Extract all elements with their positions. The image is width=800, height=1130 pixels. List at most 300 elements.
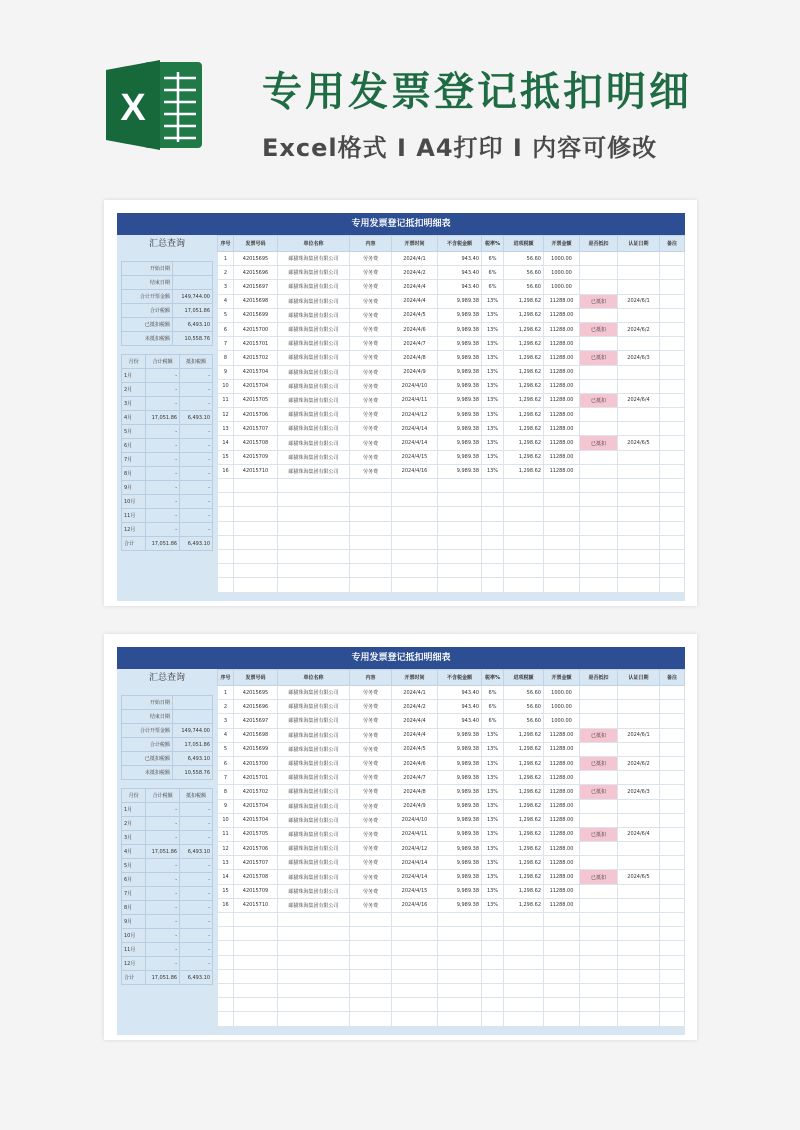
table-cell: 2024/4/14 [392,870,438,884]
table-cell: 42015704 [234,379,278,393]
empty-cell [482,564,504,578]
table-cell [580,898,618,912]
table-cell [618,700,660,714]
summary-value: 17,051.86 [172,738,212,752]
table-cell: 邮猫珠海集团有限公司 [278,422,350,436]
empty-cell [660,941,685,955]
empty-cell [438,479,482,493]
table-cell: 劳务费 [350,464,392,478]
empty-cell [482,549,504,563]
table-cell: 劳务费 [350,714,392,728]
empty-cell [618,578,660,592]
month-tax: - [146,803,180,817]
empty-cell [234,983,278,997]
table-cell: 邮猫珠海集团有限公司 [278,337,350,351]
table-cell: 42015702 [234,785,278,799]
column-header: 开票时间 [392,236,438,252]
table-row [218,337,685,351]
empty-row [218,507,685,521]
table-cell [660,714,685,728]
table-cell: 劳务费 [350,898,392,912]
table-cell: 1 [218,686,234,700]
table-cell: 42015707 [234,856,278,870]
month-tax: 17,051.86 [146,537,180,551]
empty-cell [392,913,438,927]
table-cell [618,422,660,436]
month-deducted: - [180,369,213,383]
sheet-footer [117,1027,685,1035]
empty-cell [350,913,392,927]
table-cell: 邮猫珠海集团有限公司 [278,351,350,365]
table-cell: 42015700 [234,322,278,336]
table-row [218,280,685,294]
empty-cell [580,535,618,549]
table-cell: 6% [482,714,504,728]
table-cell: 2024/4/8 [392,351,438,365]
empty-cell [278,941,350,955]
empty-cell [544,479,580,493]
empty-cell [660,955,685,969]
table-row [218,785,685,799]
month-deducted: - [180,439,213,453]
table-cell: 11288.00 [544,308,580,322]
table-cell [660,756,685,770]
sheet-preview [104,634,697,1040]
table-cell: 11288.00 [544,884,580,898]
empty-cell [618,969,660,983]
table-row [218,742,685,756]
table-cell: 2024/4/7 [392,337,438,351]
table-cell: 6 [218,322,234,336]
month-table [121,788,213,985]
table-cell: 2024/6/4 [618,393,660,407]
table-cell: 42015701 [234,771,278,785]
month-row [122,369,213,383]
table-cell: 9,989.38 [438,422,482,436]
empty-cell [504,535,544,549]
month-row [122,523,213,537]
table-cell: 13% [482,393,504,407]
month-deducted: - [180,509,213,523]
empty-cell [392,983,438,997]
month-name: 7月 [122,453,146,467]
empty-cell [544,941,580,955]
month-name: 8月 [122,467,146,481]
table-row [218,756,685,770]
table-cell: 2024/6/1 [618,294,660,308]
table-cell [618,714,660,728]
column-header: 备注 [660,670,685,686]
month-tax: - [146,509,180,523]
empty-cell [544,578,580,592]
column-header: 序号 [218,670,234,686]
table-cell: 2024/6/4 [618,827,660,841]
table-cell: 已抵扣 [580,393,618,407]
table-cell: 42015697 [234,280,278,294]
empty-row [218,549,685,563]
column-header: 内容 [350,236,392,252]
empty-cell [278,955,350,969]
empty-cell [660,969,685,983]
table-cell: 1,298.62 [504,813,544,827]
empty-row [218,955,685,969]
month-name: 4月 [122,411,146,425]
summary-panel [117,669,217,1027]
table-cell [580,252,618,266]
summary-value: 6,493.10 [172,752,212,766]
table-cell: 1,298.62 [504,728,544,742]
table-cell: 13% [482,898,504,912]
table-cell: 42015704 [234,799,278,813]
summary-row [122,262,213,276]
month-tax: 17,051.86 [146,845,180,859]
month-row [122,509,213,523]
empty-cell [618,535,660,549]
table-cell [618,742,660,756]
table-cell [660,700,685,714]
month-deducted: - [180,523,213,537]
table-cell: 42015700 [234,756,278,770]
month-deducted: - [180,817,213,831]
table-row [218,379,685,393]
summary-heading: 汇总查询 [148,239,185,249]
table-cell [618,856,660,870]
table-cell: 11288.00 [544,728,580,742]
empty-row [218,479,685,493]
table-cell: 劳务费 [350,351,392,365]
table-cell: 邮猫珠海集团有限公司 [278,464,350,478]
empty-cell [438,549,482,563]
empty-cell [660,913,685,927]
table-cell: 2024/4/5 [392,308,438,322]
table-cell: 4 [218,294,234,308]
invoice-table [217,669,685,1027]
month-tax: - [146,369,180,383]
table-cell: 已抵扣 [580,728,618,742]
column-header: 是否抵扣 [580,236,618,252]
month-tax: 17,051.86 [146,971,180,985]
table-cell: 9,989.38 [438,322,482,336]
table-cell: 13% [482,464,504,478]
spacer [121,780,213,788]
month-tax: - [146,523,180,537]
table-cell: 42015705 [234,827,278,841]
empty-cell [392,564,438,578]
summary-value [172,696,212,710]
empty-cell [504,927,544,941]
empty-cell [392,549,438,563]
empty-cell [218,969,234,983]
month-name: 2月 [122,383,146,397]
empty-cell [660,998,685,1012]
empty-cell [438,998,482,1012]
empty-cell [234,535,278,549]
month-deducted: - [180,495,213,509]
table-cell: 42015698 [234,294,278,308]
table-row [218,799,685,813]
table-cell: 42015699 [234,308,278,322]
table-cell: 9,989.38 [438,771,482,785]
empty-cell [482,983,504,997]
table-cell: 1,298.62 [504,898,544,912]
table-cell: 13% [482,351,504,365]
empty-row [218,998,685,1012]
table-cell: 13% [482,785,504,799]
empty-cell [504,578,544,592]
table-cell: 劳务费 [350,337,392,351]
month-tax: - [146,481,180,495]
table-cell [580,700,618,714]
table-cell: 邮猫珠海集团有限公司 [278,308,350,322]
table-cell [660,393,685,407]
empty-cell [660,564,685,578]
table-cell: 劳务费 [350,842,392,856]
empty-cell [544,927,580,941]
empty-cell [482,927,504,941]
table-cell: 2024/4/10 [392,379,438,393]
empty-cell [438,564,482,578]
sheet-body [117,235,685,593]
table-cell: 邮猫珠海集团有限公司 [278,700,350,714]
table-cell [580,379,618,393]
summary-label: 合计开票金额 [122,724,173,738]
table-cell: 1,298.62 [504,351,544,365]
table-cell: 11288.00 [544,365,580,379]
table-cell: 邮猫珠海集团有限公司 [278,436,350,450]
empty-cell [278,493,350,507]
table-cell: 邮猫珠海集团有限公司 [278,714,350,728]
table-row [218,700,685,714]
month-deducted: - [180,943,213,957]
table-cell: 邮猫珠海集团有限公司 [278,728,350,742]
empty-cell [218,521,234,535]
table-cell: 邮猫珠海集团有限公司 [278,870,350,884]
empty-cell [234,578,278,592]
table-cell: 2024/4/10 [392,813,438,827]
table-row [218,450,685,464]
table-cell: 9,989.38 [438,756,482,770]
table-cell: 9,989.38 [438,450,482,464]
table-row [218,436,685,450]
empty-cell [392,493,438,507]
table-row [218,884,685,898]
table-cell: 42015709 [234,884,278,898]
table-cell: 劳务费 [350,686,392,700]
empty-cell [234,955,278,969]
empty-row [218,521,685,535]
month-row [122,873,213,887]
table-cell: 2024/4/6 [392,756,438,770]
empty-cell [438,578,482,592]
table-cell: 2024/4/12 [392,408,438,422]
table-cell: 11288.00 [544,898,580,912]
summary-table [121,261,213,346]
table-cell [618,771,660,785]
summary-label: 结束日期 [122,710,173,724]
month-tax: - [146,873,180,887]
table-cell: 12 [218,408,234,422]
table-cell: 6% [482,700,504,714]
empty-cell [218,983,234,997]
empty-cell [234,969,278,983]
empty-cell [234,1012,278,1026]
month-row [122,929,213,943]
table-cell: 42015696 [234,266,278,280]
table-cell: 42015698 [234,728,278,742]
month-header-cell: 月份 [122,789,146,803]
table-cell: 1000.00 [544,714,580,728]
empty-cell [660,1012,685,1026]
table-cell: 2024/4/9 [392,799,438,813]
empty-row [218,1012,685,1026]
table-cell: 8 [218,785,234,799]
table-cell: 劳务费 [350,813,392,827]
table-cell: 劳务费 [350,308,392,322]
table-cell: 1,298.62 [504,799,544,813]
month-row [122,481,213,495]
table-cell: 943.40 [438,280,482,294]
empty-cell [350,507,392,521]
table-cell: 1,298.62 [504,365,544,379]
summary-label: 已抵扣税额 [122,752,173,766]
summary-row [122,696,213,710]
empty-cell [392,479,438,493]
empty-cell [218,913,234,927]
table-cell: 13% [482,799,504,813]
table-cell [660,856,685,870]
summary-row [122,290,213,304]
table-cell [660,266,685,280]
table-row [218,714,685,728]
month-name: 3月 [122,397,146,411]
page-subtitle: Excel格式 I A4打印 I 内容可修改 [262,134,658,162]
table-cell: 2024/6/3 [618,785,660,799]
empty-cell [218,564,234,578]
table-cell: 11288.00 [544,450,580,464]
empty-cell [504,998,544,1012]
month-name: 12月 [122,523,146,537]
month-header-cell: 抵扣税额 [180,789,213,803]
table-cell: 2024/4/16 [392,464,438,478]
column-header: 进项税额 [504,236,544,252]
table-cell: 42015701 [234,337,278,351]
table-cell [618,884,660,898]
table-cell: 9,989.38 [438,728,482,742]
table-cell: 2 [218,700,234,714]
empty-cell [218,955,234,969]
empty-cell [438,969,482,983]
table-cell: 5 [218,742,234,756]
month-deducted: - [180,425,213,439]
table-cell: 56.60 [504,686,544,700]
summary-row [122,752,213,766]
table-cell: 9,989.38 [438,827,482,841]
table-cell: 11288.00 [544,856,580,870]
month-tax: - [146,425,180,439]
month-row [122,411,213,425]
summary-value [172,710,212,724]
month-name: 12月 [122,957,146,971]
table-cell: 11288.00 [544,351,580,365]
empty-cell [392,507,438,521]
table-cell: 42015695 [234,686,278,700]
table-cell: 42015706 [234,408,278,422]
month-name: 10月 [122,495,146,509]
table-cell: 2024/6/1 [618,728,660,742]
table-cell: 9,989.38 [438,436,482,450]
table-cell [660,728,685,742]
empty-cell [660,983,685,997]
table-cell: 9,989.38 [438,308,482,322]
table-cell: 7 [218,337,234,351]
empty-cell [218,1012,234,1026]
table-cell: 2024/4/1 [392,686,438,700]
empty-row [218,927,685,941]
month-deducted: - [180,887,213,901]
month-row [122,537,213,551]
summary-label: 结束日期 [122,276,173,290]
empty-cell [438,493,482,507]
table-cell: 10 [218,813,234,827]
summary-row [122,318,213,332]
table-cell [660,898,685,912]
empty-row [218,941,685,955]
table-row [218,422,685,436]
month-row [122,901,213,915]
table-cell: 943.40 [438,686,482,700]
table-cell [618,464,660,478]
table-cell: 2024/4/1 [392,252,438,266]
table-row [218,408,685,422]
table-cell: 劳务费 [350,393,392,407]
month-row [122,383,213,397]
column-header: 税率% [482,236,504,252]
column-header: 认证日期 [618,236,660,252]
month-tax: - [146,831,180,845]
table-cell [660,799,685,813]
empty-cell [618,507,660,521]
table-cell: 4 [218,728,234,742]
table-cell: 邮猫珠海集团有限公司 [278,252,350,266]
table-cell: 2024/6/2 [618,322,660,336]
table-cell: 邮猫珠海集团有限公司 [278,365,350,379]
summary-value: 149,744.00 [172,724,212,738]
month-tax: - [146,453,180,467]
month-row [122,397,213,411]
table-cell: 劳务费 [350,771,392,785]
month-deducted: - [180,467,213,481]
table-cell: 2024/4/16 [392,898,438,912]
empty-cell [482,941,504,955]
empty-cell [504,479,544,493]
table-row [218,856,685,870]
empty-cell [660,521,685,535]
empty-cell [350,941,392,955]
table-cell: 9,989.38 [438,393,482,407]
month-deducted: - [180,397,213,411]
column-header: 不含税金额 [438,670,482,686]
table-cell: 2024/6/5 [618,870,660,884]
table-cell: 9,989.38 [438,337,482,351]
table-cell: 2024/4/12 [392,842,438,856]
month-row [122,439,213,453]
table-row [218,842,685,856]
table-cell: 2024/4/14 [392,422,438,436]
month-tax: - [146,943,180,957]
empty-row [218,493,685,507]
table-cell: 邮猫珠海集团有限公司 [278,408,350,422]
empty-cell [580,969,618,983]
